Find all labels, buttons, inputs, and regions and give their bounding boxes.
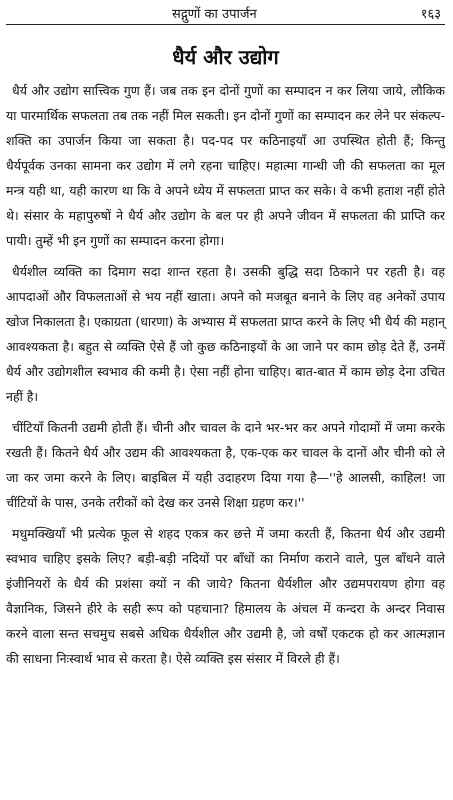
paragraph-1: धैर्य और उद्योग सात्त्विक गुण हैं। जब तक इन दोनों गुणों का सम्पादन न कर लिया जाये, लौकिक या पारमार्थिक सफलता तब तक नहीं मिल सकती। इन दोनों गुणों का सम्पादन कर लेने पर संकल्प-शक्ति का उपार्जन किया जा सकता है। पद-पद पर कठिनाइयाँ आ उपस्थित होती हैं; किन्तु धैर्यपूर्वक उनका सामना कर उद्योग में लगे रहना चाहिए। महात्मा गान्धी जी की सफलता का मूल मन्त्र यही था, यही कारण था कि वे अपने ध्येय में सफलता प्राप्त कर सके। वे कभी हताश नहीं होते थे। संसार के महापुरुषों ने धैर्य और उद्योग के बल पर ही अपने जीवन में सफलता की प्राप्ति कर पायी। तुम्हें भी इन गुणों का सम्पादन करना होगा। <box>6 83 445 248</box>
running-header <box>6 0 445 25</box>
paragraph-3: चींटियाँ कितनी उद्यमी होती हैं। चीनी और चावल के दाने भर-भर कर अपने गोदामों में जमा करके रखती हैं। कितने धैर्य और उद्यम की आवश्यकता है, एक-एक कर चावल के दानों और चीनी को ले जा कर जमा करने के लिए। बाइबिल में यही उदाहरण दिया गया है—''हे आलसी, काहिल! जा चींटियों के पास, उनके तरीकों को देख कर उनसे शिक्षा ग्रहण कर।'' <box>6 420 445 510</box>
body-text <box>6 78 445 671</box>
running-title: सद्गुणों का उपार्जन <box>171 7 257 22</box>
page-number: १६३ <box>420 7 441 22</box>
paragraph-4: मधुमक्खियाँ भी प्रत्येक फूल से शहद एकत्र कर छत्ते में जमा करती हैं, कितना धैर्य और उद्यमी स्वभाव चाहिए इसके लिए? बड़ी-बड़ी नदियों पर बाँधों का निर्माण कराने वाले, पुल बाँधने वाले इंजीनियरों के धैर्य की प्रशंसा क्यों न की जाये? कितना धैर्यशील और उद्यमपरायण होगा वह वैज्ञानिक, जिसने हीरे के सही रूप को पहचाना? हिमालय के अंचल में कन्दरा के अन्दर निवास करने वाला सन्त सचमुच सबसे अधिक धैर्यशील और उद्यमी है, जो वर्षों एकटक हो कर आत्मज्ञान की साधना निःस्वार्थ भाव से करता है। ऐसे व्यक्ति इस संसार में विरले ही हैं। <box>6 526 445 666</box>
chapter-title: धैर्य और उद्योग <box>172 45 279 69</box>
paragraph-2: धैर्यशील व्यक्ति का दिमाग सदा शान्त रहता है। उसकी बुद्धि सदा ठिकाने पर रहती है। वह आपदाओं और विफलताओं से भय नहीं खाता। अपने को मजबूत बनाने के लिए वह अनेकों उपाय खोज निकालता है। एकाग्रता (धारणा) के अभ्यास में सफलता प्राप्त करने के लिए भी धैर्य की महान् आवश्यकता है। बहुत से व्यक्ति ऐसे हैं जो कुछ कठिनाइयों के आ जाने पर काम छोड़ देते हैं, उनमें धैर्य और उद्योगशील स्वभाव की कमी है। ऐसा नहीं होना चाहिए। बात-बात में काम छोड़ देना उचित नहीं है। <box>6 264 445 404</box>
